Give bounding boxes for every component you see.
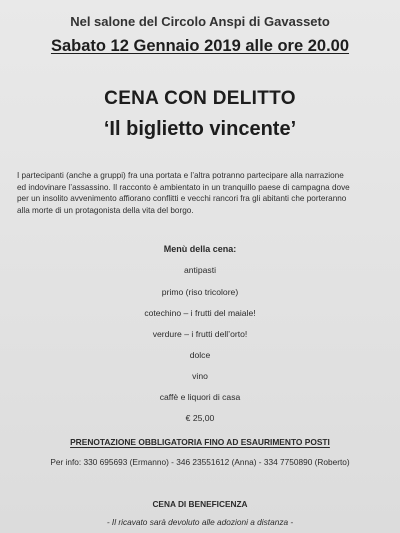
description-line: I partecipanti (anche a gruppi) fra una portata e l’altra potranno partecipare alla narrazione bbox=[17, 171, 344, 180]
menu-item: verdure – i frutti dell’orto! bbox=[152, 329, 248, 339]
event-title: CENA CON DELITTO bbox=[104, 88, 296, 109]
event-date: Sabato 12 Gennaio 2019 alle ore 20.00 bbox=[50, 37, 350, 55]
venue-line: Nel salone del Circolo Anspi di Gavasseto bbox=[70, 14, 330, 29]
menu-item: primo (riso tricolore) bbox=[161, 287, 239, 297]
charity-note: - Il ricavato sarà devoluto alle adozioni a distanza - bbox=[106, 517, 294, 527]
menu-item: antipasti bbox=[183, 265, 216, 275]
menu-item: cotechino – i frutti del maiale! bbox=[144, 308, 256, 318]
description-line: per un insolito avvenimento affiorano conflitti e vecchi rancori fra gli abitanti che porteranno bbox=[17, 194, 347, 204]
menu-title: Menù della cena: bbox=[163, 244, 237, 254]
menu-price: € 25,00 bbox=[185, 413, 215, 423]
menu-item: caffè e liquori di casa bbox=[159, 392, 241, 402]
reservation-notice: PRENOTAZIONE OBBLIGATORIA FINO AD ESAURIMENTO POSTI bbox=[70, 437, 330, 447]
contact-info: Per info: 330 695693 (Ermanno) - 346 23551612 (Anna) - 334 7750890 (Roberto) bbox=[50, 457, 350, 467]
event-description bbox=[17, 170, 391, 217]
menu-item: vino bbox=[192, 371, 208, 381]
description-line: alla morte di un protagonista della vita del borgo. bbox=[17, 206, 194, 216]
event-subtitle: ‘Il biglietto vincente’ bbox=[103, 118, 297, 140]
description-line: ed indovinare l’assassino. Il racconto è ambientato in un tranquillo paese di campagna dove bbox=[17, 182, 350, 192]
menu-item: dolce bbox=[189, 350, 211, 360]
charity-title: CENA DI BENEFICENZA bbox=[152, 499, 248, 509]
